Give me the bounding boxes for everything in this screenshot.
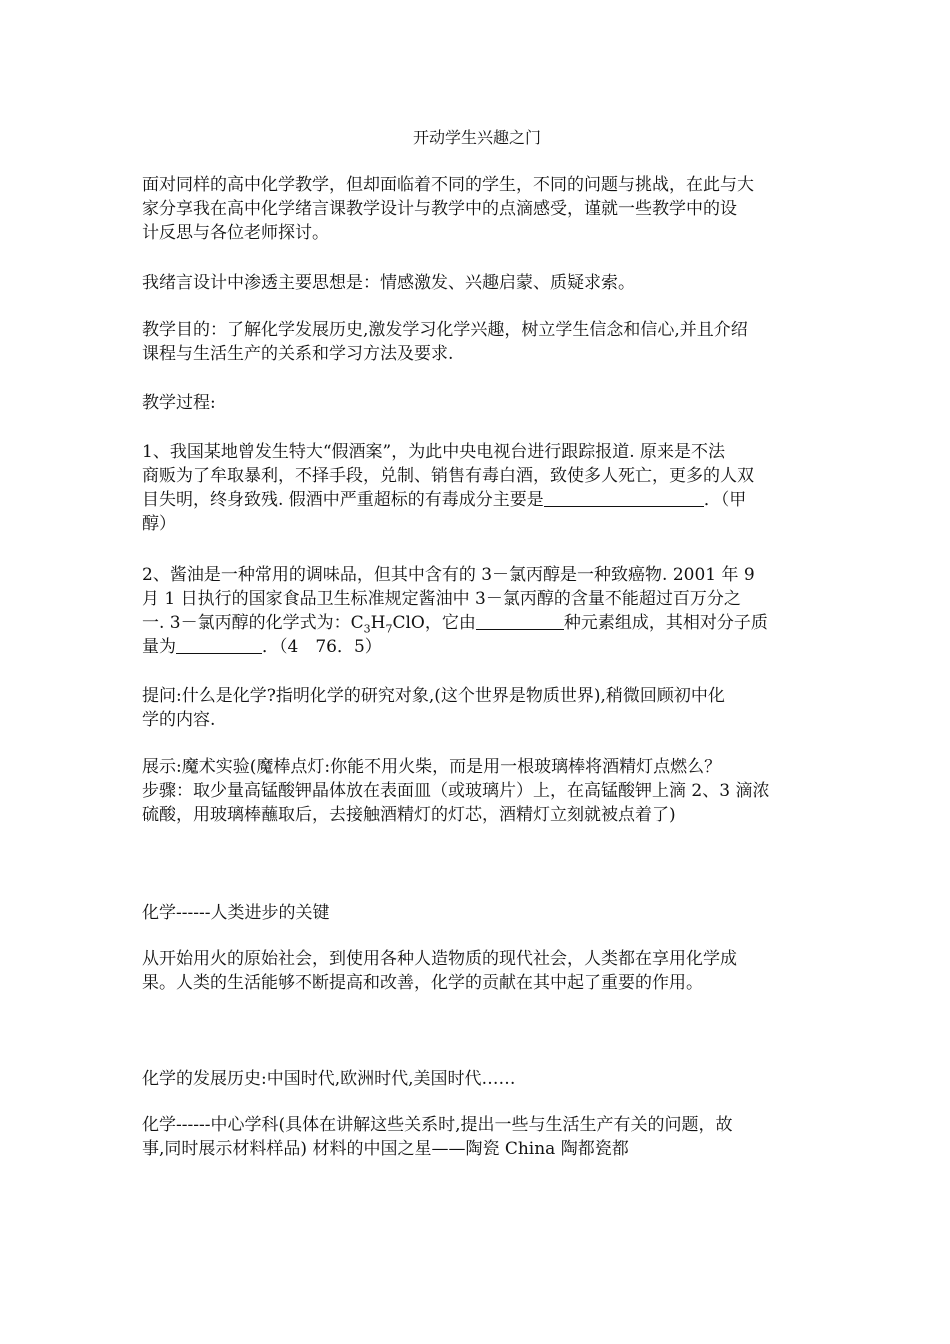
subscript: 3 — [363, 622, 371, 636]
text-line: 月 1 日执行的国家食品卫生标准规定酱油中 3－氯丙醇的含量不能超过百万分之 — [142, 589, 741, 609]
text-segment: ClO，它由 — [392, 613, 476, 633]
text-line — [142, 488, 810, 512]
text-line: 展示:魔术实验(魔棒点灯:你能不用火柴，而是用一根玻璃棒将酒精灯点燃么？ — [142, 757, 722, 777]
text-segment: ．（4 76．5） — [262, 637, 382, 657]
text-line: 2、酱油是一种常用的调味品，但其中含有的 3－氯丙醇是一种致癌物. 2001 年 9 — [142, 565, 755, 585]
question-paragraph — [142, 684, 810, 732]
text-line: 提问:什么是化学?指明化学的研究对象,(这个世界是物质世界),稍微回顾初中化 — [142, 686, 725, 706]
text-line: 果。人类的生活能够不断提高和改善，化学的贡献在其中起了重要的作用。 — [142, 973, 703, 993]
text-line: 步骤：取少量高锰酸钾晶体放在表面皿（或玻璃片）上，在高锰酸钾上滴 2、3 滴浓 — [142, 781, 770, 801]
section-heading-progress — [142, 901, 810, 925]
text-segment: ．（甲 — [703, 490, 747, 510]
main-idea-paragraph — [142, 271, 810, 295]
text-line: 教学目的：了解化学发展历史,激发学习化学兴趣，树立学生信念和信心,并且介绍 — [142, 320, 748, 340]
history-paragraph — [142, 947, 810, 995]
text-line: 事,同时展示材料样品) 材料的中国之星——陶瓷 China 陶都瓷都 — [142, 1139, 629, 1159]
central-science-paragraph — [142, 1113, 810, 1161]
text-line: 教学过程: — [142, 393, 216, 413]
question-2 — [142, 563, 810, 659]
text-line: 家分享我在高中化学绪言课教学设计与教学中的点滴感受，谨就一些教学中的设 — [142, 199, 737, 219]
text-segment: 一. 3－氯丙醇的化学式为：C — [142, 613, 364, 633]
teaching-process-heading — [142, 391, 810, 415]
intro-paragraph — [142, 173, 810, 245]
development-history-line — [142, 1067, 810, 1091]
teaching-goal-paragraph — [142, 318, 810, 366]
text-segment: H — [370, 613, 386, 633]
text-line — [142, 611, 810, 635]
text-segment: 目失明，终身致残. 假酒中严重超标的有毒成分主要是 — [142, 490, 544, 510]
text-line: 化学的发展历史:中国时代,欧洲时代,美国时代…… — [142, 1069, 516, 1089]
text-line — [142, 635, 810, 659]
answer-blank — [476, 611, 564, 630]
text-segment: 量为 — [142, 637, 176, 657]
text-segment: 种元素组成，其相对分子质 — [563, 613, 768, 633]
text-line: 计反思与各位老师探讨。 — [142, 223, 329, 243]
text-line: 1、我国某地曾发生特大“假酒案”，为此中央电视台进行跟踪报道. 原来是不法 — [142, 442, 726, 462]
answer-blank — [176, 635, 262, 654]
document-title: 开动学生兴趣之门 — [412, 128, 541, 147]
text-line: 化学------中心学科(具体在讲解这些关系时,提出一些与生活生产有关的问题，故 — [142, 1115, 733, 1135]
text-line: 化学------人类进步的关键 — [142, 903, 330, 923]
answer-blank — [544, 488, 704, 507]
text-line: 醇） — [142, 514, 176, 534]
text-line: 面对同样的高中化学教学，但却面临着不同的学生，不同的问题与挑战，在此与大 — [142, 175, 754, 195]
text-line: 商贩为了牟取暴利，不择手段，兑制、销售有毒白酒，致使多人死亡，更多的人双 — [142, 466, 754, 486]
text-line: 学的内容. — [142, 710, 216, 730]
text-line: 课程与生活生产的关系和学习方法及要求. — [142, 344, 454, 364]
question-1 — [142, 440, 810, 536]
subscript: 7 — [385, 622, 393, 636]
demo-paragraph — [142, 755, 810, 827]
text-line: 从开始用火的原始社会，到使用各种人造物质的现代社会，人类都在享用化学成 — [142, 949, 737, 969]
text-line: 我绪言设计中渗透主要思想是：情感激发、兴趣启蒙、质疑求索。 — [142, 273, 635, 293]
text-line: 硫酸，用玻璃棒蘸取后，去接触酒精灯的灯芯，酒精灯立刻就被点着了) — [142, 805, 676, 825]
